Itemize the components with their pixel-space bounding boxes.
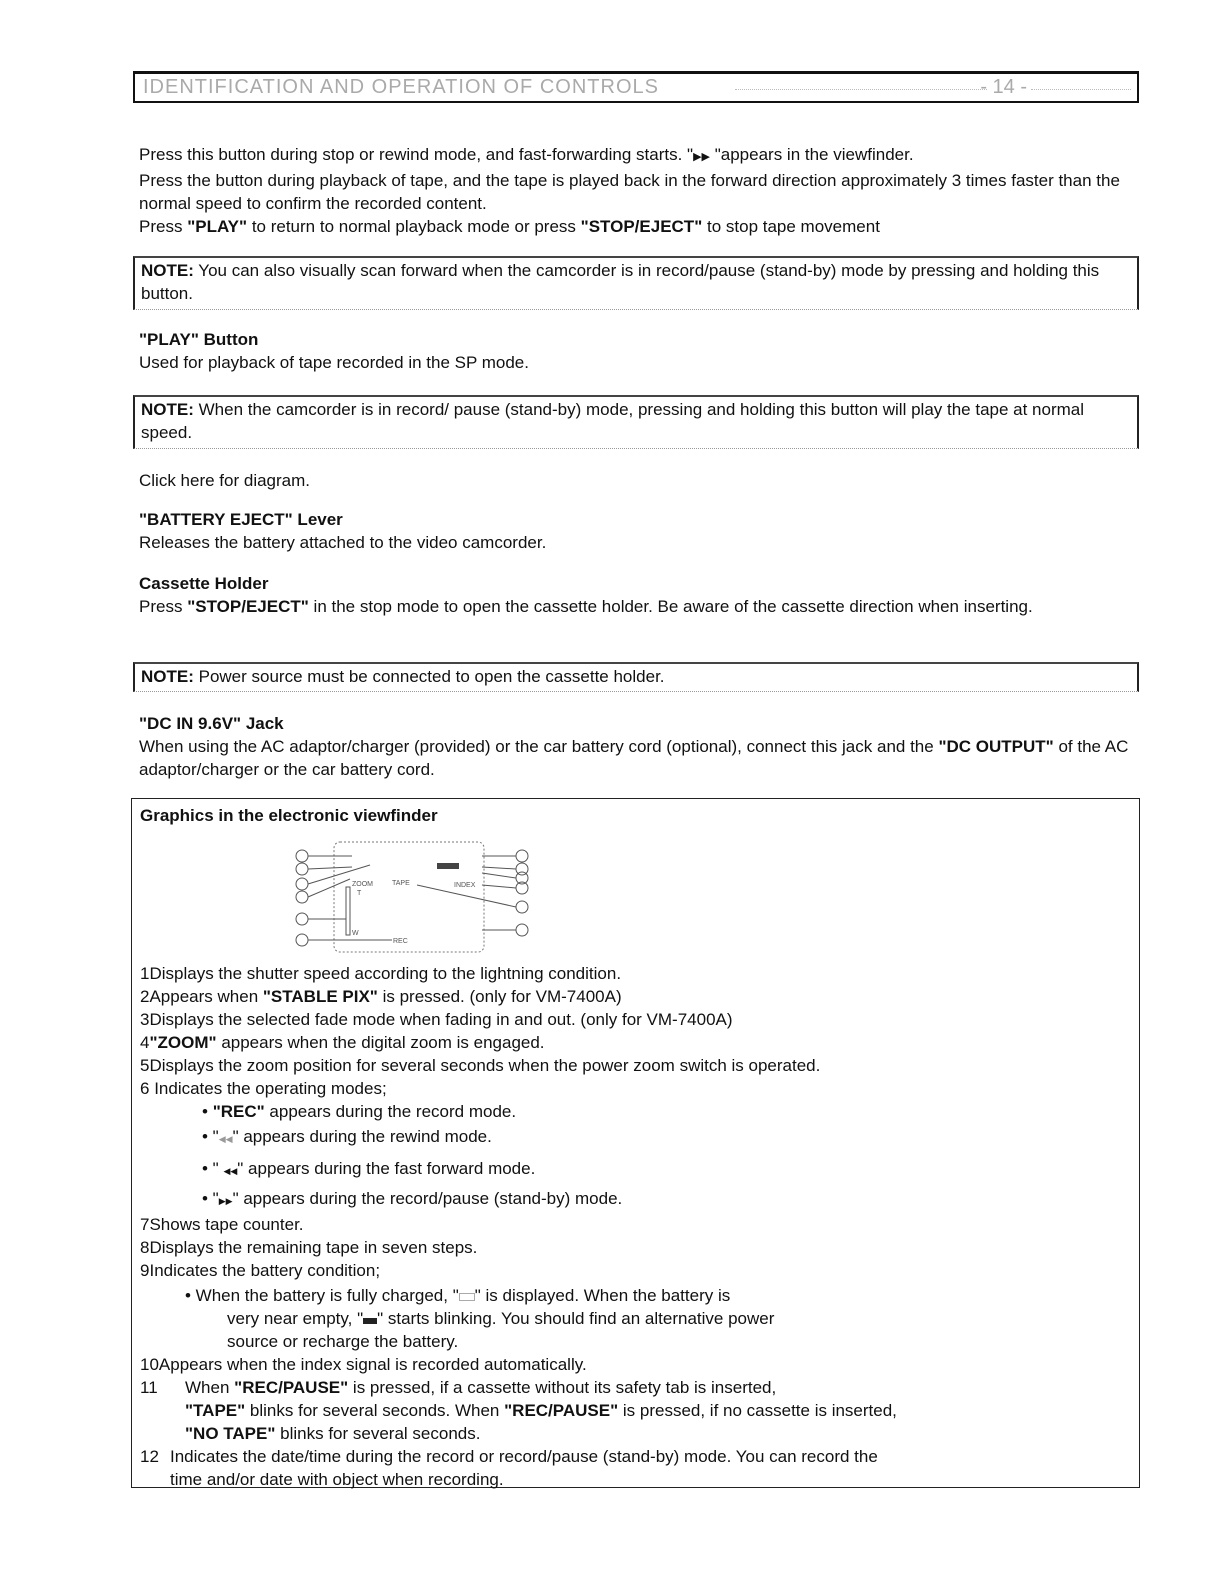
text: blinks for several seconds.	[275, 1424, 481, 1443]
bold-text: "REC/PAUSE"	[234, 1378, 349, 1397]
text	[140, 1307, 1130, 1330]
text	[296, 850, 308, 862]
text: Press	[139, 217, 188, 236]
text: T	[357, 890, 362, 897]
text	[516, 850, 528, 862]
text: Displays the selected fade mode when fading in and out. (only for VM-7400A)	[149, 1010, 733, 1029]
header-leader-end	[1031, 89, 1131, 90]
text: to return to normal playback mode or press	[247, 217, 581, 236]
text	[140, 1077, 1130, 1100]
text	[516, 901, 528, 913]
text: time and/or date with object when recording.	[170, 1470, 504, 1489]
text: " is displayed. When the battery is	[474, 1286, 731, 1305]
bold-text: "DC IN 9.6V" Jack	[139, 714, 284, 733]
text: is pressed, if a cassette without its safety tab is inserted,	[348, 1378, 777, 1397]
bold-text: "NO TAPE"	[185, 1424, 276, 1443]
text	[139, 328, 1129, 351]
text: W	[352, 930, 359, 937]
text	[482, 885, 516, 888]
text	[140, 1187, 1130, 1213]
text	[296, 863, 308, 875]
text: 8	[140, 1238, 150, 1257]
text	[140, 1259, 1130, 1282]
text	[140, 1445, 1130, 1468]
text	[140, 1125, 1130, 1151]
text	[140, 1422, 1130, 1445]
text: 2	[140, 987, 150, 1006]
text: • "	[202, 1159, 224, 1178]
header-leader	[735, 89, 987, 90]
text: " appears during the record/pause (stand-by) mode.	[232, 1189, 623, 1208]
text	[140, 1031, 1130, 1054]
text: is pressed, if no cassette is inserted,	[618, 1401, 897, 1420]
text	[140, 1054, 1130, 1077]
text: 5	[140, 1056, 150, 1075]
pause-symbol: ▶▶	[218, 1196, 233, 1206]
text: Used for playback of tape recorded in the SP mode.	[139, 353, 529, 372]
text: is pressed. (only for VM-7400A)	[377, 987, 622, 1006]
section-title: "PLAY" Button	[139, 330, 259, 349]
text	[140, 1284, 1130, 1307]
text: Appears when the index signal is recorded automatically.	[158, 1355, 587, 1374]
text	[140, 1399, 1130, 1422]
play-section	[139, 328, 1129, 374]
text	[296, 913, 308, 925]
page-number: - 14 -	[980, 76, 1027, 98]
text: 1	[140, 964, 150, 983]
text: " starts blinking. You should find an alternative power	[377, 1309, 775, 1328]
bold-text: "REC"	[212, 1102, 265, 1121]
text: of the AC adaptor/charger or the car battery cord.	[139, 737, 1129, 779]
text	[296, 850, 528, 946]
text	[140, 804, 1130, 827]
text: appears when the digital zoom is engaged.	[216, 1033, 545, 1052]
text: You can also visually scan forward when the camcorder is in record/pause (stand-by) mode by pressing and holding this button.	[141, 261, 1100, 303]
text: Displays the zoom position for several seconds when the power zoom switch is operated.	[149, 1056, 821, 1075]
text	[139, 215, 1129, 238]
battery-full-icon	[459, 1293, 475, 1301]
note-box	[133, 395, 1139, 449]
text	[140, 1376, 1130, 1399]
battery-section	[139, 508, 1129, 554]
text	[139, 572, 1129, 595]
text: Shows tape counter.	[149, 1215, 304, 1234]
bold-text: "PLAY"	[187, 217, 248, 236]
text: 10	[140, 1355, 159, 1374]
diagram-zoom-label: ZOOM	[352, 881, 373, 888]
bold-text: "BATTERY EJECT" Lever	[139, 510, 343, 529]
text	[308, 867, 352, 869]
bold-text: "STABLE PIX"	[262, 987, 378, 1006]
text: • "	[202, 1189, 219, 1208]
diagram-tape-label: TAPE	[392, 880, 410, 887]
bold-text: "STOP/EJECT"	[580, 217, 703, 236]
text: Press	[139, 597, 188, 616]
fast-forward-symbol: ▶▶	[693, 151, 710, 163]
battery-empty-icon	[363, 1318, 377, 1324]
bold-text: "DC OUTPUT"	[938, 737, 1054, 756]
rewind-symbol: ◀◀	[218, 1134, 233, 1144]
text	[482, 873, 516, 878]
text: 4	[140, 1033, 150, 1052]
text	[140, 1100, 1130, 1123]
note-box	[133, 662, 1139, 692]
text: • "	[202, 1127, 219, 1146]
text: Press the button during playback of tape, and the tape is played back in the forward direction approximately 3 times faster than the normal speed to confirm the recorded content.	[139, 171, 1120, 213]
text: When the camcorder is in record/ pause (stand-by) mode, pressing and holding this button will play the tape at normal speed.	[141, 400, 1085, 442]
text	[140, 962, 1130, 985]
diagram-rec-label: REC	[393, 938, 408, 945]
fast-forward-symbol: ◀◀	[223, 1166, 238, 1176]
text: very near empty, "	[227, 1309, 364, 1328]
bold-text: NOTE:	[141, 261, 194, 280]
diagram-link[interactable]: Click here for diagram.	[139, 471, 311, 490]
text: • When the battery is fully charged, "	[185, 1286, 459, 1305]
dc-section	[139, 712, 1129, 781]
page-header	[133, 71, 1139, 103]
text: Appears when	[149, 987, 263, 1006]
ff-paragraph	[139, 143, 1129, 238]
bold-text: "ZOOM"	[149, 1033, 217, 1052]
text	[140, 1213, 1130, 1236]
text: 3	[140, 1010, 150, 1029]
text: Indicates the date/time during the record or record/pause (stand-by) mode. You can record the	[170, 1447, 878, 1466]
text: Releases the battery attached to the video camcorder.	[139, 533, 547, 552]
text: Power source must be connected to open the cassette holder.	[193, 667, 665, 686]
text: to stop tape movement	[702, 217, 880, 236]
text	[346, 887, 350, 935]
text: 7	[140, 1215, 150, 1234]
diagram-index-label: INDEX	[454, 882, 476, 889]
text: 6	[140, 1079, 150, 1098]
text	[140, 985, 1130, 1008]
cassette-section	[139, 572, 1129, 618]
text	[139, 508, 1129, 531]
text	[437, 863, 459, 869]
text: Indicates the battery condition;	[149, 1261, 381, 1280]
text: 11	[140, 1378, 158, 1397]
header-title: IDENTIFICATION AND OPERATION OF CONTROLS	[143, 76, 659, 98]
text	[296, 891, 308, 903]
bold-text: "TAPE"	[185, 1401, 246, 1420]
graphics-title: Graphics in the electronic viewfinder	[140, 806, 438, 825]
text	[516, 924, 528, 936]
bold-text: "REC/PAUSE"	[504, 1401, 619, 1420]
text	[139, 595, 1129, 618]
text: " appears during the rewind mode.	[232, 1127, 492, 1146]
text	[140, 1157, 1130, 1183]
text: appears during the record mode.	[264, 1102, 517, 1121]
text	[296, 934, 308, 946]
bold-text: "STOP/EJECT"	[187, 597, 309, 616]
text: Press this button during stop or rewind mode, and fast-forwarding starts. "	[139, 145, 694, 164]
text: blinks for several seconds. When	[245, 1401, 505, 1420]
text	[140, 1353, 1130, 1376]
text: When	[185, 1378, 235, 1397]
text: 9	[140, 1261, 150, 1280]
text: Displays the shutter speed according to the lightning condition.	[149, 964, 622, 983]
text	[139, 735, 1129, 781]
text	[140, 1008, 1130, 1031]
text	[296, 878, 308, 890]
bold-text: NOTE:	[141, 667, 194, 686]
text: 12	[140, 1447, 159, 1466]
text	[482, 867, 516, 869]
viewfinder-diagram	[282, 827, 552, 957]
text	[139, 143, 1129, 169]
bold-text: Cassette Holder	[139, 574, 269, 593]
text: When using the AC adaptor/charger (provided) or the car battery cord (optional), connect this jack and the	[139, 737, 939, 756]
text: in the stop mode to open the cassette holder. Be aware of the cassette direction when inserting.	[308, 597, 1033, 616]
text: "appears in the viewfinder.	[710, 145, 914, 164]
graphics-list	[140, 962, 1130, 1491]
note-box	[133, 256, 1139, 310]
text	[140, 1236, 1130, 1259]
bold-text: NOTE:	[141, 400, 194, 419]
text: source or recharge the battery.	[227, 1332, 459, 1351]
text: Displays the remaining tape in seven steps.	[149, 1238, 478, 1257]
text	[139, 712, 1129, 735]
text: " appears during the fast forward mode.	[237, 1159, 536, 1178]
viewfinder-graphics-box	[131, 798, 1140, 1488]
text: •	[202, 1102, 213, 1121]
text: Indicates the operating modes;	[149, 1079, 387, 1098]
